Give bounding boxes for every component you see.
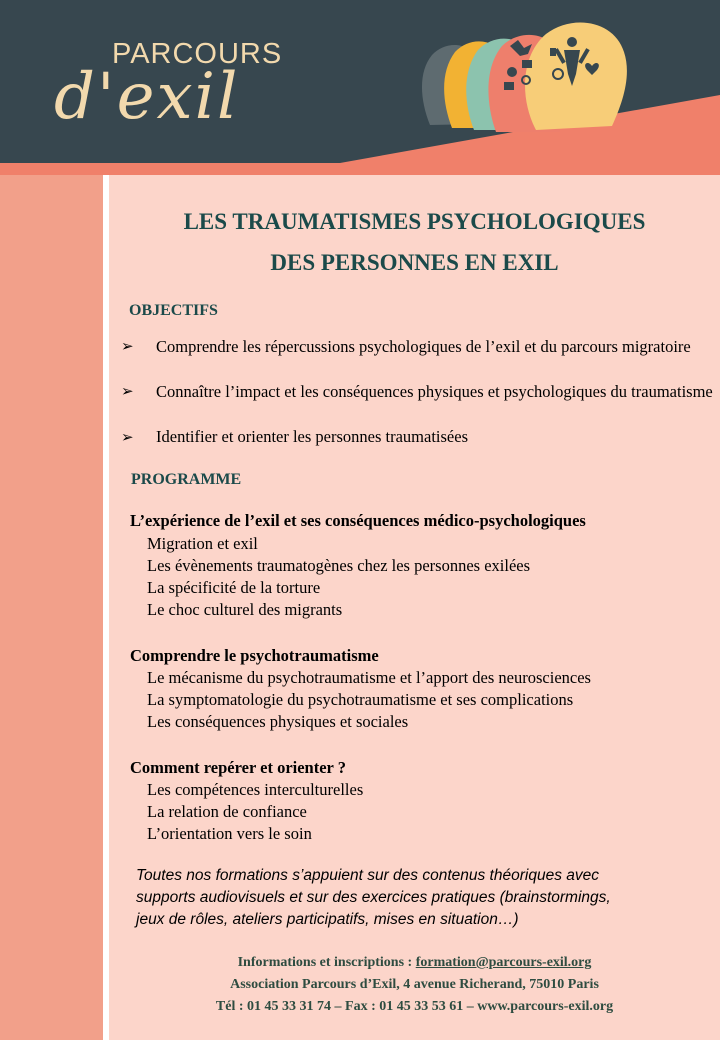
objectif-item: Connaître l’impact et les conséquences physiques et psychologiques du traumatisme xyxy=(156,382,713,401)
programme-heading: PROGRAMME xyxy=(131,471,242,488)
footer-address: Association Parcours d’Exil, 4 avenue Richerand, 75010 Paris xyxy=(230,977,599,992)
module-title: L’expérience de l’exil et ses conséquences médico-psychologiques xyxy=(130,511,586,530)
module-item: Le mécanisme du psychotraumatisme et l’apport des neurosciences xyxy=(147,668,591,687)
module-item: La relation de confiance xyxy=(147,802,307,821)
document-title-line2: DES PERSONNES EN EXIL xyxy=(270,250,559,275)
logo-wordmark-script: d'exil xyxy=(54,60,240,134)
footer-info-line xyxy=(109,955,720,971)
module-item: Le choc culturel des migrants xyxy=(147,600,343,619)
header-banner xyxy=(0,0,720,175)
module-item: La spécificité de la torture xyxy=(147,578,321,597)
document-title-line1: LES TRAUMATISMES PSYCHOLOGIQUES xyxy=(183,209,646,234)
module-item: Les conséquences physiques et sociales xyxy=(147,712,409,731)
logo-wordmark-top: PARCOURS xyxy=(112,38,283,70)
formation-note-line: Toutes nos formations s’appuient sur des contenus théoriques avec xyxy=(136,867,599,884)
bullet-arrow-icon: ➢ xyxy=(121,384,134,400)
bullet-arrow-icon: ➢ xyxy=(121,430,134,446)
bullet-arrow-icon: ➢ xyxy=(121,339,134,355)
footer-contact: Tél : 01 45 33 31 74 – Fax : 01 45 33 53 61 – www.parcours-exil.org xyxy=(215,999,614,1014)
contact-email-link[interactable]: formation@parcours-exil.org xyxy=(415,955,592,970)
module-item: L’orientation vers le soin xyxy=(147,824,312,843)
module-item: La symptomatologie du psychotraumatisme et ses complications xyxy=(147,690,574,709)
left-decorative-band xyxy=(0,175,103,1040)
formation-note-line: jeux de rôles, ateliers participatifs, mises en situation…) xyxy=(136,911,519,928)
formation-note-line: supports audiovisuels et sur des exercices pratiques (brainstormings, xyxy=(136,889,611,906)
objectifs-heading: OBJECTIFS xyxy=(129,302,218,319)
module-item: Les compétences interculturelles xyxy=(147,780,364,799)
module-title: Comprendre le psychotraumatisme xyxy=(130,646,379,665)
footer-info-label: Informations et inscriptions : xyxy=(237,955,416,970)
module-item: Migration et exil xyxy=(147,534,258,553)
objectif-item: Identifier et orienter les personnes traumatisées xyxy=(156,427,469,446)
module-title: Comment repérer et orienter ? xyxy=(130,758,346,777)
module-item: Les évènements traumatogènes chez les personnes exilées xyxy=(147,556,531,575)
objectif-item: Comprendre les répercussions psychologiques de l’exil et du parcours migratoire xyxy=(156,337,691,356)
